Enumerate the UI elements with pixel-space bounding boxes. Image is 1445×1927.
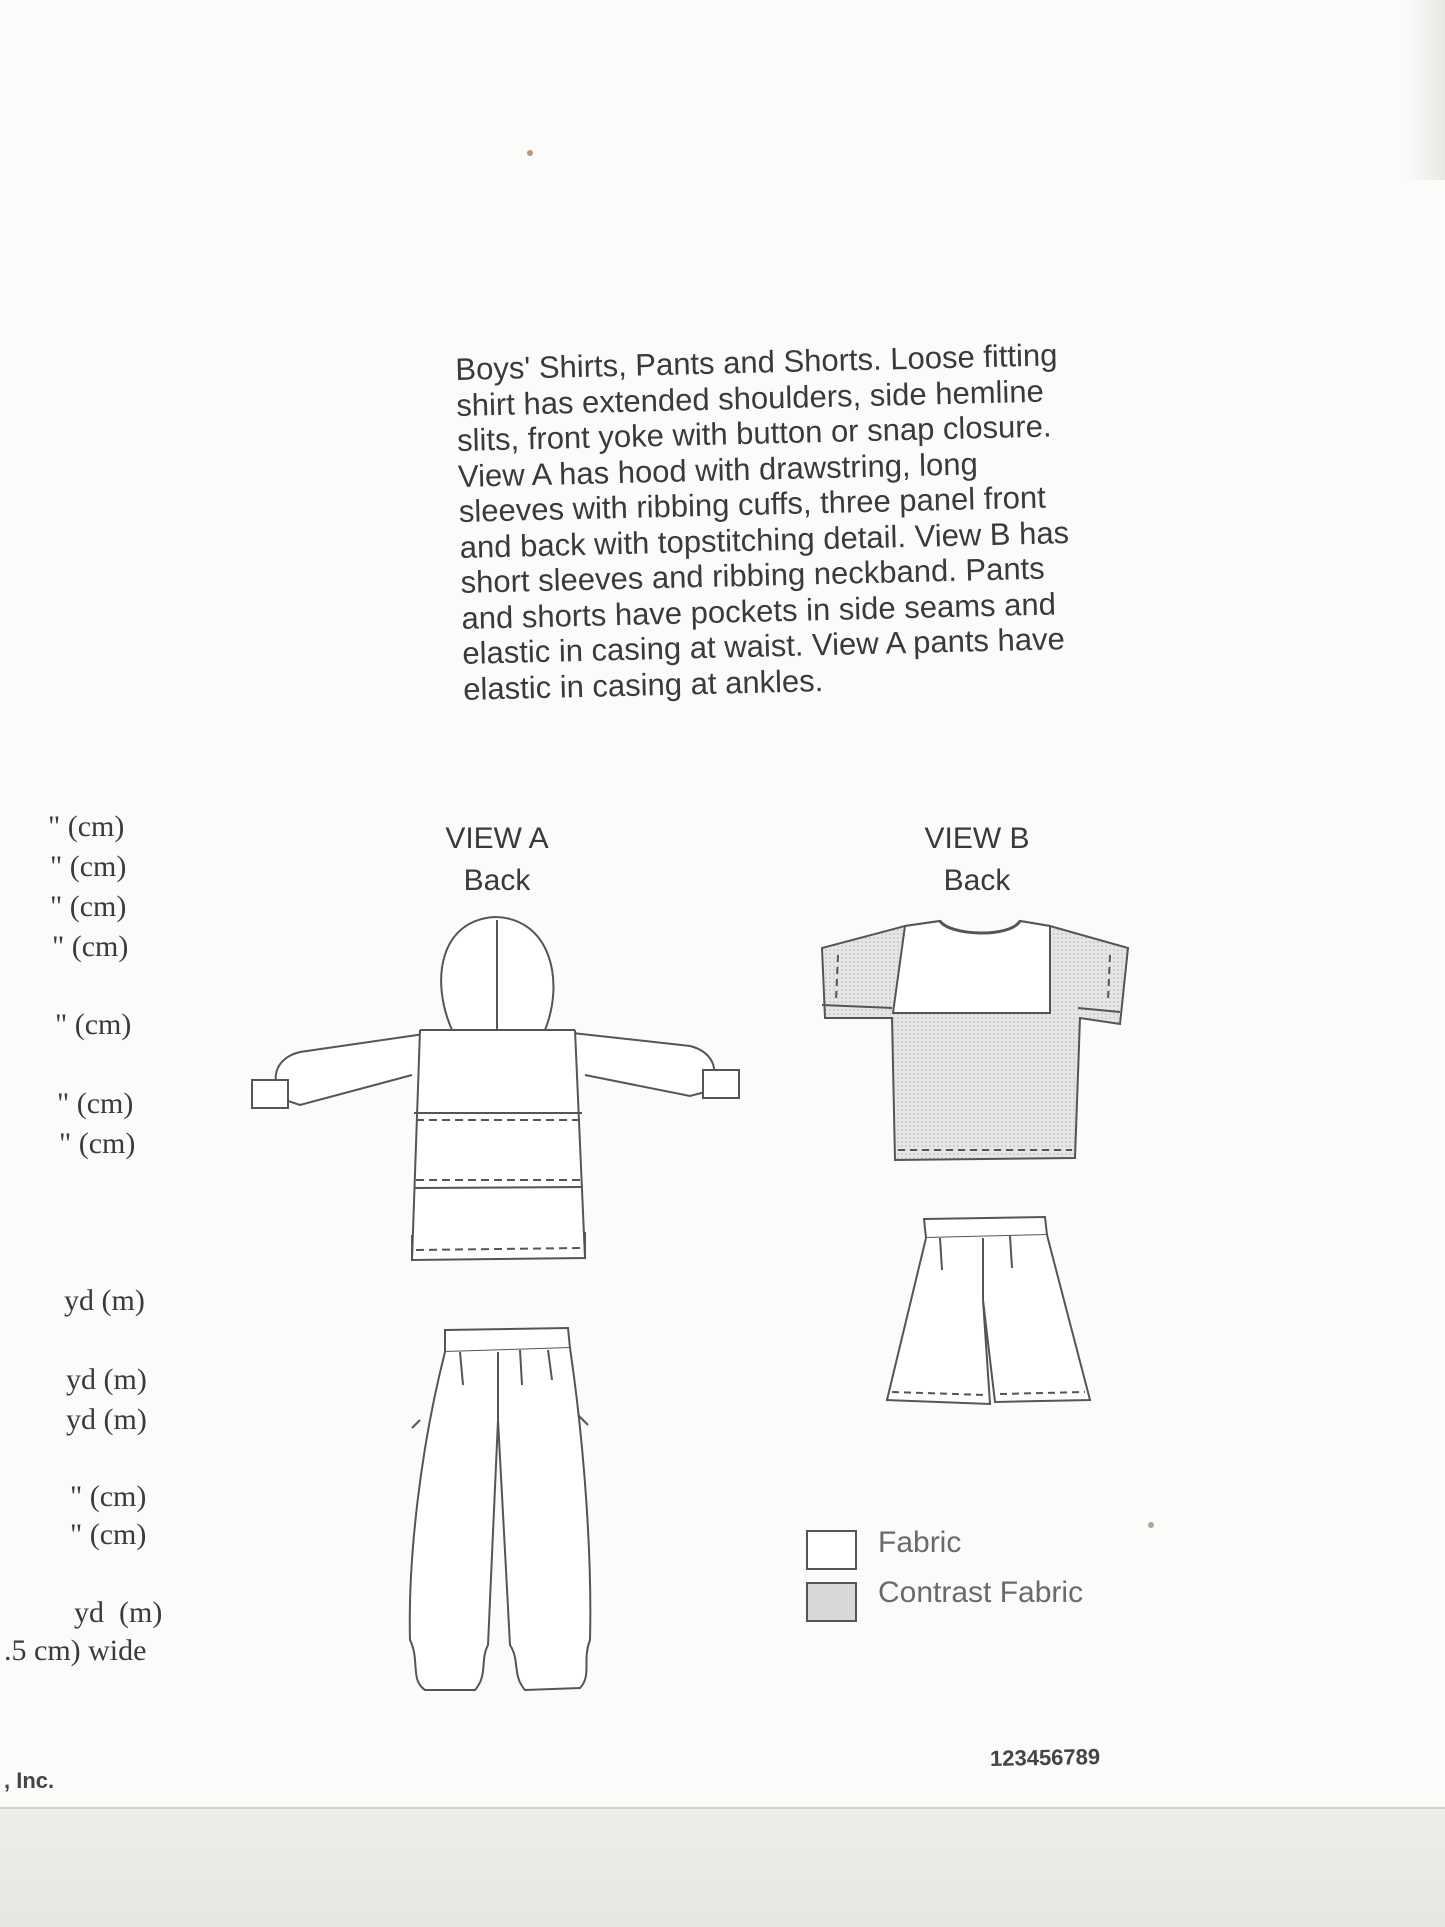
unit-label: " (cm) — [50, 890, 127, 923]
description-line: shirt has extended shoulders, side hemline — [455, 373, 1045, 423]
pattern-number: 123456789 — [989, 1744, 1101, 1771]
unit-label: yd (m) — [66, 1403, 147, 1436]
description-line: and back with topstitching detail. View B has — [459, 514, 1070, 565]
fabric-swatch — [806, 1530, 857, 1570]
description-line: elastic in casing at ankles. — [462, 662, 824, 707]
view-b-title: VIEW B — [924, 822, 1030, 855]
unit-label: " (cm) — [57, 1087, 134, 1120]
description-line: short sleeves and ribbing neckband. Pants — [460, 550, 1046, 600]
description-line: elastic in casing at waist. View A pants have — [461, 621, 1066, 671]
unit-label: " (cm) — [70, 1518, 147, 1551]
fabric-label: Fabric — [878, 1526, 962, 1559]
description-line: sleeves with ribbing cuffs, three panel front — [458, 479, 1047, 529]
unit-label: " (cm) — [50, 850, 127, 883]
description-line: slits, front yoke with button or snap closure. — [456, 408, 1052, 458]
unit-label: " (cm) — [52, 930, 129, 963]
description-line: View A has hood with drawstring, long — [457, 445, 979, 494]
unit-label: .5 cm) wide — [4, 1634, 147, 1667]
envelope-bottom-fold — [0, 1807, 1445, 1927]
view-b-shorts-back — [887, 1217, 1090, 1404]
view-a-pants-back — [410, 1328, 591, 1690]
contrast-fabric-swatch — [806, 1582, 857, 1622]
view-b-tshirt-back — [822, 921, 1128, 1160]
contrast-fabric-label: Contrast Fabric — [878, 1576, 1084, 1609]
unit-label: yd (m) — [66, 1363, 147, 1396]
view-b-subtitle: Back — [943, 864, 1011, 897]
description-line: and shorts have pockets in side seams and — [461, 585, 1057, 636]
view-a-hoodie-back — [252, 917, 739, 1260]
unit-label: " (cm) — [55, 1008, 132, 1041]
description-line: Boys' Shirts, Pants and Shorts. Loose fitting — [455, 337, 1058, 387]
company-text: , Inc. — [4, 1768, 55, 1793]
unit-label: " (cm) — [48, 810, 125, 843]
view-a-subtitle: Back — [463, 864, 531, 897]
unit-label: yd (m) — [74, 1596, 163, 1629]
view-a-title: VIEW A — [445, 822, 549, 855]
unit-label: " (cm) — [70, 1480, 147, 1513]
unit-label: yd (m) — [64, 1284, 145, 1317]
unit-label: " (cm) — [59, 1127, 136, 1160]
